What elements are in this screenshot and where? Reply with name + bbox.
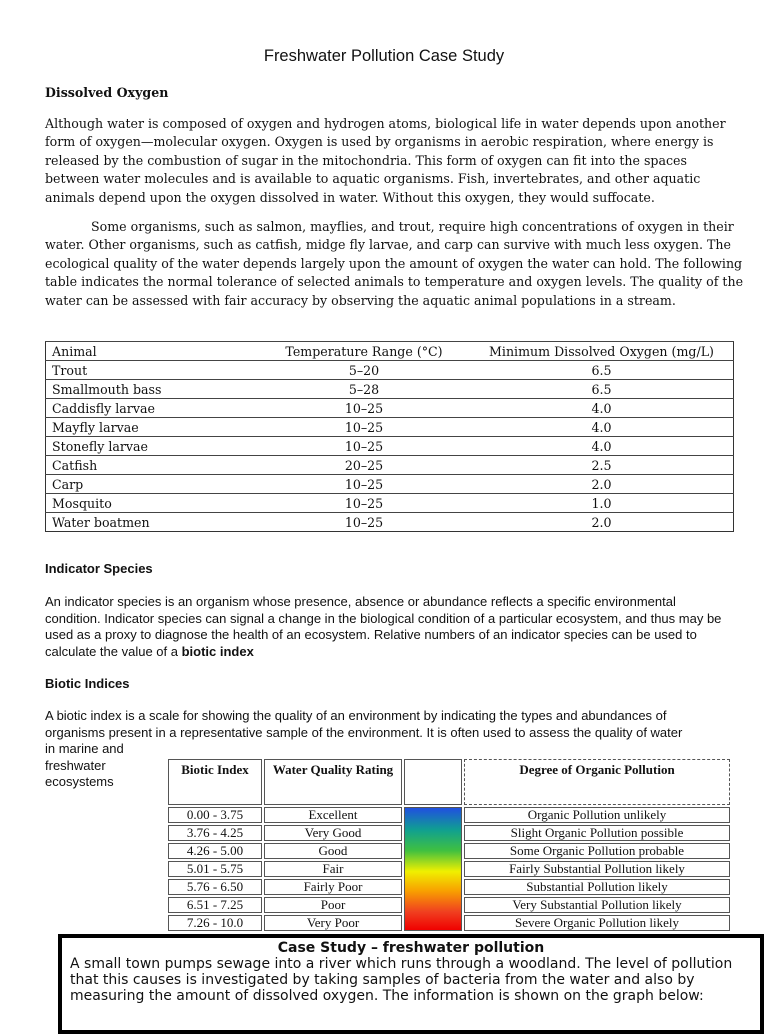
table-cell: 10–25 — [258, 418, 470, 437]
table-cell: 4.0 — [470, 437, 734, 456]
table-cell: 2.0 — [470, 475, 734, 494]
table-cell: 7.26 - 10.0 — [168, 915, 262, 931]
table-cell: 5.76 - 6.50 — [168, 879, 262, 895]
table-cell: 2.0 — [470, 513, 734, 532]
table-cell: 1.0 — [470, 494, 734, 513]
table-cell: Very Good — [264, 825, 402, 841]
indicator-text: An indicator species is an organism whose presence, absence or abundance reflects a specific environmental condition. Indicator species can signal a change in the biological condition of a particular ecosystem, and thus may be used as a proxy to diagnose the health of an ecosystem. Relative numbers of an indicator species can be used to calculate the value of a — [45, 594, 722, 659]
table-row — [46, 456, 734, 475]
table-cell: Stonefly larvae — [46, 437, 259, 456]
table-cell: 10–25 — [258, 494, 470, 513]
table-cell: 10–25 — [258, 475, 470, 494]
table-row — [46, 475, 734, 494]
table-cell: 6.5 — [470, 361, 734, 380]
table-cell: 0.00 - 3.75 — [168, 807, 262, 823]
page-title: Freshwater Pollution Case Study — [263, 47, 505, 65]
table-cell: Fairly Substantial Pollution likely — [464, 861, 730, 877]
table-row — [46, 361, 734, 380]
table-cell: Good — [264, 843, 402, 859]
column-header: Biotic Index — [168, 759, 262, 805]
table-cell: 4.26 - 5.00 — [168, 843, 262, 859]
biotic-index-table — [166, 757, 732, 933]
table-cell: Catfish — [46, 456, 259, 475]
table-cell: 5–20 — [258, 361, 470, 380]
table-cell: Poor — [264, 897, 402, 913]
table-cell: Mosquito — [46, 494, 259, 513]
table-cell: 6.51 - 7.25 — [168, 897, 262, 913]
table-cell: Severe Organic Pollution likely — [464, 915, 730, 931]
case-study-heading: Case Study – freshwater pollution — [277, 940, 545, 956]
table-cell: Very Substantial Pollution likely — [464, 897, 730, 913]
table-cell: 6.5 — [470, 380, 734, 399]
table-cell: Trout — [46, 361, 259, 380]
table-cell: Slight Organic Pollution possible — [464, 825, 730, 841]
table-cell: 10–25 — [258, 437, 470, 456]
table-cell: 5–28 — [258, 380, 470, 399]
dissolved-oxygen-paragraph-1: Although water is composed of oxygen and hydrogen atoms, biological life in water depends upon another form of oxygen—molecular oxygen. Oxygen is used by organisms in aerobic respiration, where energy is released by the combustion of sugar in the mitochondria. This form of oxygen can fit into the spaces between water molecules and is available to aquatic organisms. Fish, invertebrates, and other aquatic animals depend upon the oxygen dissolved in water. Without this oxygen, they would suffocate. — [45, 116, 726, 205]
biotic-index-term: biotic index — [181, 643, 254, 659]
table-cell: Carp — [46, 475, 259, 494]
case-study-text: A small town pumps sewage into a river which runs through a woodland. The level of pollution that this causes is investigated by taking samples of bacteria from the water and also by measuring the amount of dissolved oxygen. The information is shown on the graph below: — [70, 956, 733, 1004]
color-scale-header — [404, 759, 462, 805]
table-cell: 10–25 — [258, 513, 470, 532]
table-cell: 2.5 — [470, 456, 734, 475]
pollution-color-scale — [404, 807, 462, 931]
table-row — [46, 399, 734, 418]
table-row — [46, 513, 734, 532]
column-header: Temperature Range (°C) — [258, 342, 470, 361]
dissolved-oxygen-paragraph-2: Some organisms, such as salmon, mayflies, and trout, require high concentrations of oxygen in their water. Other organisms, such as catfish, midge fly larvae, and carp can survive with much less oxygen. The ecological quality of the water depends largely upon the amount of oxygen the water can hold. The following table indicates the normal tolerance of selected animals to temperature and oxygen levels. The quality of the water can be assessed with fair accuracy by observing the aquatic animal populations in a stream. — [45, 219, 744, 308]
table-row — [46, 437, 734, 456]
indicator-species-heading: Indicator Species — [45, 561, 153, 576]
biotic-indices-paragraph-cont: in marine and freshwater ecosystems — [45, 741, 124, 789]
table-cell: Fair — [264, 861, 402, 877]
dissolved-oxygen-heading: Dissolved Oxygen — [45, 85, 169, 100]
table-cell: Caddisfly larvae — [46, 399, 259, 418]
biotic-indices-paragraph: A biotic index is a scale for showing the quality of an environment by indicating the types and abundances of organisms present in a representative sample of the environment. It is often used to assess the quality of water — [45, 708, 683, 740]
biotic-indices-heading: Biotic Indices — [45, 676, 130, 691]
column-header: Animal — [46, 342, 259, 361]
column-header: Minimum Dissolved Oxygen (mg/L) — [470, 342, 734, 361]
table-cell: 3.76 - 4.25 — [168, 825, 262, 841]
table-row — [168, 807, 730, 823]
table-cell: Excellent — [264, 807, 402, 823]
table-cell: 10–25 — [258, 399, 470, 418]
table-cell: Substantial Pollution likely — [464, 879, 730, 895]
table-row — [46, 380, 734, 399]
table-header-row — [168, 759, 730, 805]
indicator-species-paragraph — [45, 594, 725, 660]
table-header-row — [46, 342, 734, 361]
column-header: Water Quality Rating — [264, 759, 402, 805]
case-study-box — [58, 934, 764, 1034]
table-cell: Fairly Poor — [264, 879, 402, 895]
table-cell: 4.0 — [470, 418, 734, 437]
table-cell: Very Poor — [264, 915, 402, 931]
table-cell: 20–25 — [258, 456, 470, 475]
table-row — [46, 494, 734, 513]
table-cell: 4.0 — [470, 399, 734, 418]
column-header: Degree of Organic Pollution — [464, 759, 730, 805]
table-cell: Some Organic Pollution probable — [464, 843, 730, 859]
table-cell: Organic Pollution unlikely — [464, 807, 730, 823]
table-cell: Smallmouth bass — [46, 380, 259, 399]
table-cell: Water boatmen — [46, 513, 259, 532]
table-row — [46, 418, 734, 437]
animal-tolerance-table — [45, 341, 734, 532]
table-cell: Mayfly larvae — [46, 418, 259, 437]
table-cell: 5.01 - 5.75 — [168, 861, 262, 877]
